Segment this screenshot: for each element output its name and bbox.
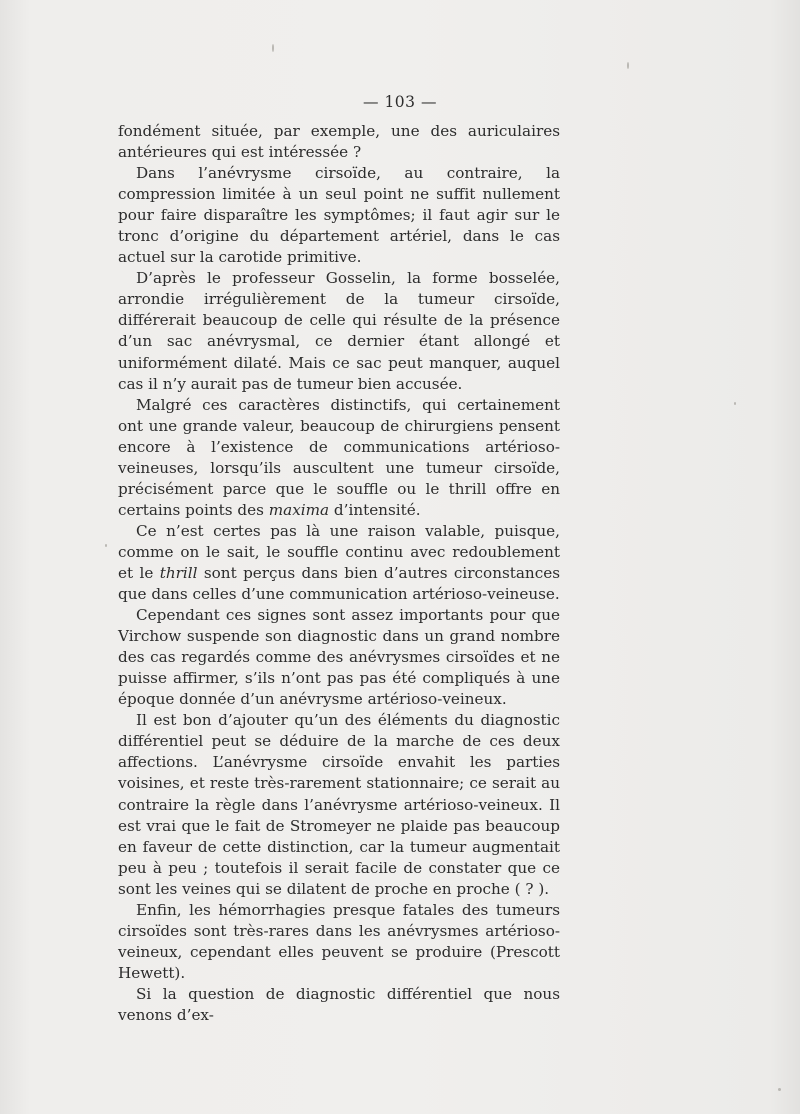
italic-term: maxima <box>268 500 330 519</box>
italic-term: thrill <box>159 563 198 582</box>
paragraph <box>118 268 560 394</box>
scan-speck <box>105 544 107 547</box>
paragraph-text: Ce n’est certes pas là une raison valable, puisque, comme on le sait, le souffle continu avec redoublement et le <box>118 521 560 582</box>
page-number: — 103 — <box>363 93 437 111</box>
paragraph <box>118 900 560 984</box>
paragraph <box>118 395 560 521</box>
paragraph-text: Il est bon d’ajouter qu’un des éléments du diagnostic différentiel peut se déduire de la marche de ces deux affections. L’anévrysme cirsoïde envahit les parties voisines, et reste très-rarement stationnaire; ce serait au contraire la règle dans l’anévrysme artérioso-veineux. Il est vrai que le fait de Stromeyer ne plaide pas beaucoup en faveur de cette distinction, car la tumeur augmentait peu à peu ; toutefois il serait facile de constater que ce sont les veines qui se dilatent de proche en proche ( ? ). <box>118 711 560 898</box>
paragraph <box>118 121 560 163</box>
body-text <box>118 121 560 1026</box>
paragraph-text: D’après le professeur Gosselin, la forme bosselée, arrondie irrégulièrement de la tumeur cirsoïde, différerait beaucoup de celle qui résulte de la présence d’un sac anévrysmal, ce dernier étant allongé et uniformément dilaté. Mais ce sac peut manquer, auquel cas il n’y aurait pas de tumeur bien accusée. <box>118 269 560 393</box>
paragraph <box>118 163 560 268</box>
paragraph-text: fondément située, par exemple, une des auriculaires antérieures qui est intéressée ? <box>118 122 560 162</box>
paragraph-text: Malgré ces caractères distinctifs, qui certainement ont une grande valeur, beaucoup de chirurgiens pensent encore à l’existence de communications artérioso-veineuses, lorsqu’ils auscultent une tumeur cirsoïde, précisément parce que le souffle ou le thrill offre en certains points des <box>118 395 560 519</box>
paragraph <box>118 605 560 710</box>
paragraph-text: Si la question de diagnostic différentiel que nous venons d’ex- <box>118 984 560 1024</box>
paragraph-text: Enfin, les hémorrhagies presque fatales des tumeurs cirsoïdes sont très-rares dans les anévrysmes artérioso-veineux, cependant elles peuvent se produire (Prescott Hewett). <box>118 900 560 982</box>
paragraph <box>118 710 560 899</box>
scan-speck <box>627 62 629 69</box>
paragraph-text: Dans l’anévrysme cirsoïde, au contraire, la compression limitée à un seul point ne suffit nullement pour faire disparaître les symptômes; il faut agir sur le tronc d’origine du département artériel, dans le cas actuel sur la carotide primitive. <box>118 164 560 267</box>
paragraph <box>118 984 560 1026</box>
paragraph-text: d’intensité. <box>329 500 421 519</box>
paragraph-text: sont perçus dans bien d’autres circonstances que dans celles d’une communication artérioso-veineuse. <box>118 563 560 604</box>
scan-speck <box>272 44 274 52</box>
paragraph <box>118 521 560 605</box>
paragraph-text: Cependant ces signes sont assez importants pour que Virchow suspende son diagnostic dans un grand nombre des cas regardés comme des anévrysmes cirsoïdes et ne puisse affirmer, s’ils n’ont pas pas été compliqués à une époque donnée d’un anévrysme artérioso-veineux. <box>118 606 560 709</box>
scan-speck <box>778 1088 781 1091</box>
scan-speck <box>734 402 736 405</box>
